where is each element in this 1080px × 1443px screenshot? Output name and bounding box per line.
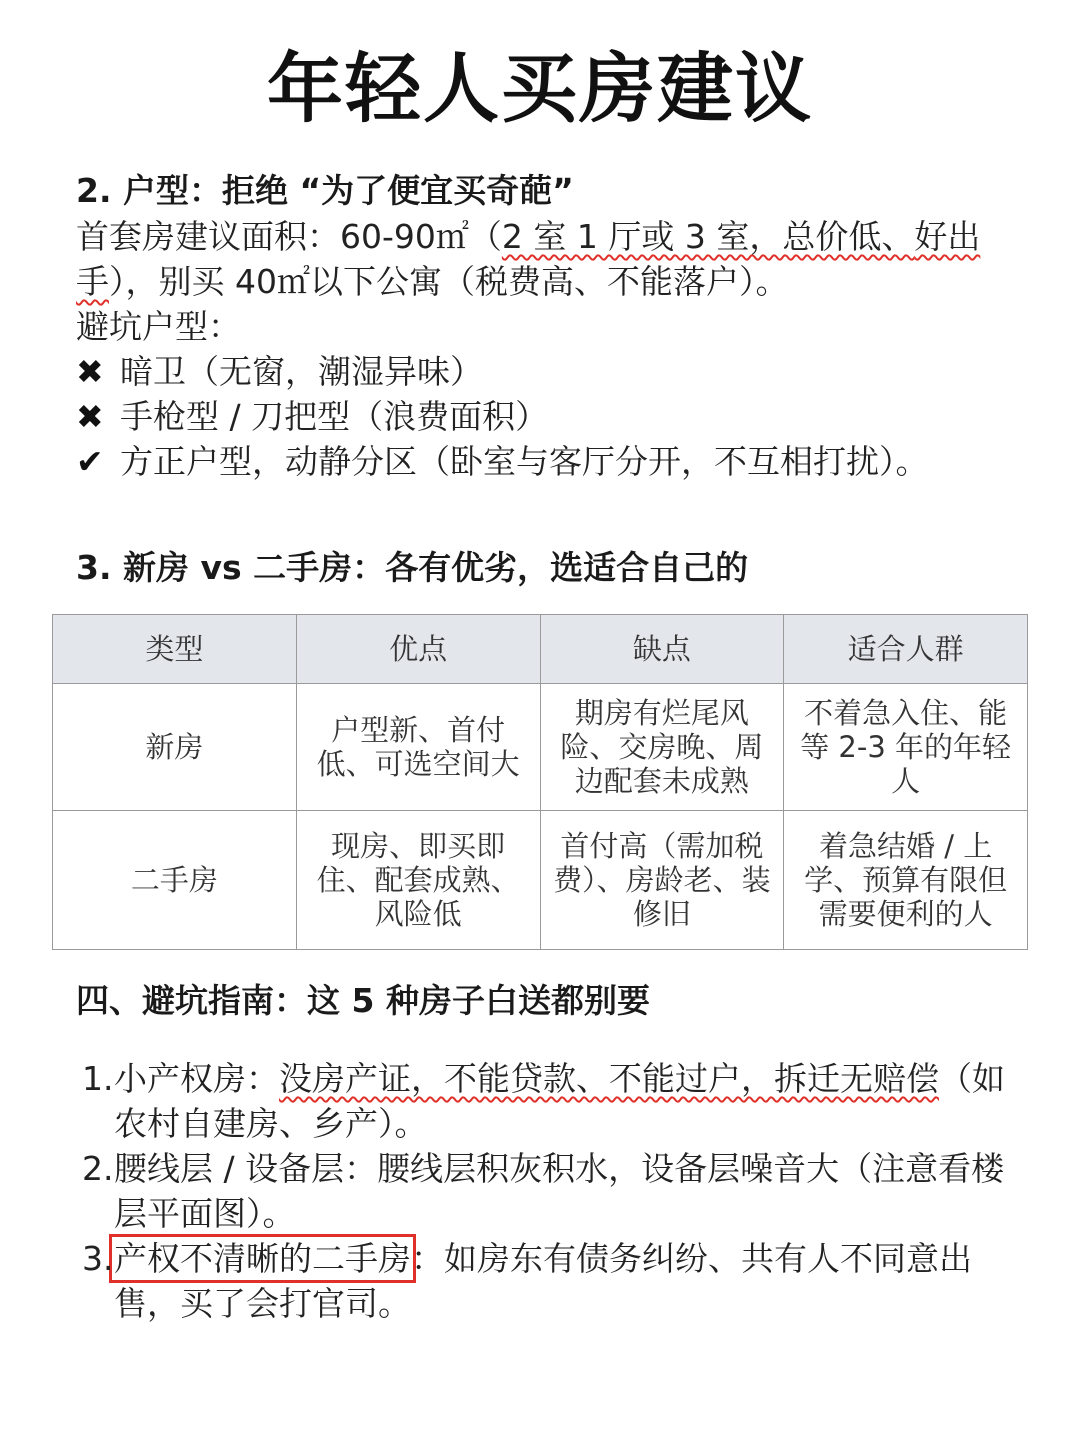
list-item-label-boxed: 产权不清晰的二手房: [114, 1239, 411, 1278]
page-title: 年轻人买房建议: [267, 44, 813, 133]
avoid-label: 避坑户型：: [76, 307, 241, 346]
list-item-text: （如农村自建房、乡产）。: [114, 1059, 1005, 1143]
table-cell: 期房有烂尾风险、交房晚、周边配套未成熟: [540, 684, 784, 811]
area-advice-paragraph: [76, 214, 1006, 304]
section-floor-plan: [76, 168, 1006, 484]
section-4-heading: 四、避坑指南：这 5 种房子白送都别要: [76, 981, 650, 1020]
table-cell: 现房、即买即住、配套成熟、风险低: [296, 811, 540, 950]
list-item: [82, 1056, 1022, 1146]
table-row: [53, 684, 1028, 811]
list-item: [82, 1146, 1022, 1236]
list-item-number: 1.: [82, 1059, 114, 1098]
floor-plan-item-text: 暗卫（无窗，潮湿异味）: [120, 352, 483, 391]
list-item-text: ：如房东有债务纠纷、共有人不同意出售，买了会打官司。: [114, 1239, 972, 1323]
comparison-table: [52, 614, 1028, 950]
table-cell: 首付高（需加税费）、房龄老、装修旧: [540, 811, 784, 950]
check-icon: ✔: [76, 442, 104, 481]
table-header-cell: 适合人群: [784, 615, 1028, 684]
list-item: [82, 1236, 1022, 1326]
table-cell: 着急结婚 / 上学、预算有限但需要便利的人: [784, 811, 1028, 950]
list-item-number: 2.: [82, 1149, 114, 1188]
section-avoid-guide: [76, 978, 1006, 1024]
table-cell: 二手房: [53, 811, 297, 950]
floor-plan-item: [76, 394, 1006, 439]
section-new-vs-used: [76, 545, 1006, 591]
list-item-text: 腰线层积灰积水，设备层噪音大（注意看楼层平面图）。: [114, 1149, 1005, 1233]
floor-plan-item-text: 手枪型 / 刀把型（浪费面积）: [120, 397, 549, 436]
floor-plan-item-text: 方正户型，动静分区（卧室与客厅分开，不互相打扰）。: [120, 442, 929, 481]
list-item-number: 3.: [82, 1239, 114, 1278]
table-cell: 新房: [53, 684, 297, 811]
table-row: [53, 811, 1028, 950]
list-item-label: 腰线层 / 设备层：: [114, 1149, 378, 1188]
avoid-list: [82, 1056, 1022, 1326]
table-cell: 户型新、首付低、可选空间大: [296, 684, 540, 811]
section-3-heading: 3. 新房 vs 二手房：各有优劣，选适合自己的: [76, 548, 749, 587]
area-advice-underlined-2: 好出手: [76, 217, 981, 301]
section-2-heading: 2. 户型：拒绝 “为了便宜买奇葩”: [76, 171, 574, 210]
floor-plan-item: [76, 349, 1006, 394]
cross-icon: ✖: [76, 397, 104, 436]
cross-icon: ✖: [76, 352, 104, 391]
area-advice-suffix: ），别买 40㎡以下公寓（税费高、不能落户）。: [109, 262, 789, 301]
area-advice-prefix: 首套房建议面积：60-90㎡（: [76, 217, 502, 256]
table-header-cell: 缺点: [540, 615, 784, 684]
floor-plan-item: [76, 439, 1006, 484]
table-header-row: [53, 615, 1028, 684]
list-item-underlined: 没房产证，不能贷款、不能过户，拆迁无赔偿: [279, 1059, 939, 1098]
table-header-cell: 优点: [296, 615, 540, 684]
list-item-label: 小产权房：: [114, 1059, 279, 1098]
area-advice-underlined-1: 2 室 1 厅或 3 室，总价低、: [501, 217, 915, 256]
table-header-cell: 类型: [53, 615, 297, 684]
table-cell: 不着急入住、能等 2-3 年的年轻人: [784, 684, 1028, 811]
